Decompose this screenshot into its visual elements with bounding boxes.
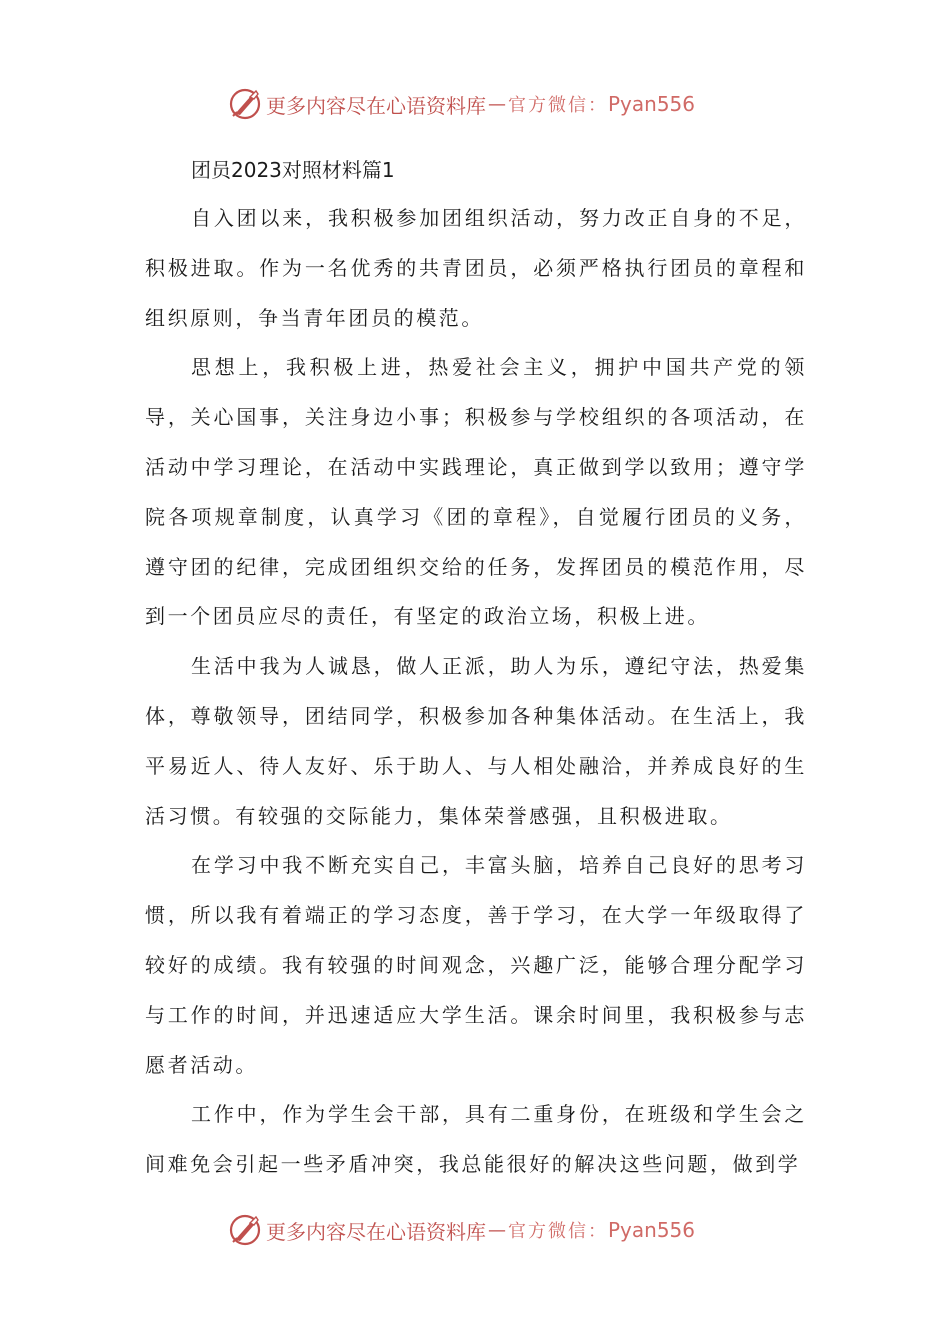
paragraph: 思想上，我积极上进，热爱社会主义，拥护中国共产党的领导，关心国事，关注身边小事；积极参与学校组织的各项活动，在活动中学习理论，在活动中实践理论，真正做到学以致用；遵守学院各项规章制度，认真学习《团的章程》，自觉履行团员的义务，遵守团的纪律，完成团组织交给的任务，发挥团员的模范作用，尽到一个团员应尽的责任，有坚定的政治立场，积极上进。 [145,355,807,629]
paragraph: 生活中我为人诚恳，做人正派，助人为乐，遵纪守法，热爱集体，尊敬领导，团结同学，积极参加各种集体活动。在生活上，我平易近人、待人友好、乐于助人、与人相处融洽，并养成良好的生活习惯。有较强的交际能力，集体荣誉感强，且积极进取。 [145,654,807,828]
watermark-brand: 更多内容尽在心语资料库 [266,93,486,118]
paragraph: 在学习中我不断充实自己，丰富头脑，培养自己良好的思考习惯，所以我有着端正的学习态度，善于学习，在大学一年级取得了较好的成绩。我有较强的时间观念，兴趣广泛，能够合理分配学习与工作的时间，并迅速适应大学生活。课余时间里，我积极参与志愿者活动。 [145,853,807,1077]
footer-watermark [228,1212,695,1248]
document-title: 团员2023对照材料篇1 [191,158,395,182]
document-body [145,146,807,1190]
watermark-contact-label: 官方微信： [508,95,608,116]
watermark-contact-id: Pyan556 [608,1218,696,1242]
watermark-separator: — [488,93,506,115]
watermark-separator: — [488,1219,506,1241]
paragraph: 自入团以来，我积极参加团组织活动，努力改正自身的不足，积极进取。作为一名优秀的共青团员，必须严格执行团员的章程和组织原则，争当青年团员的模范。 [145,206,807,330]
watermark-contact-label: 官方微信： [508,1221,608,1242]
pen-logo-icon [228,1213,262,1247]
watermark-brand: 更多内容尽在心语资料库 [266,1219,486,1244]
paragraph: 工作中，作为学生会干部，具有二重身份，在班级和学生会之间难免会引起一些矛盾冲突，我总能很好的解决这些问题，做到学 [145,1102,807,1177]
watermark-contact-id: Pyan556 [608,92,696,116]
pen-logo-icon [228,87,262,121]
header-watermark [228,86,695,122]
